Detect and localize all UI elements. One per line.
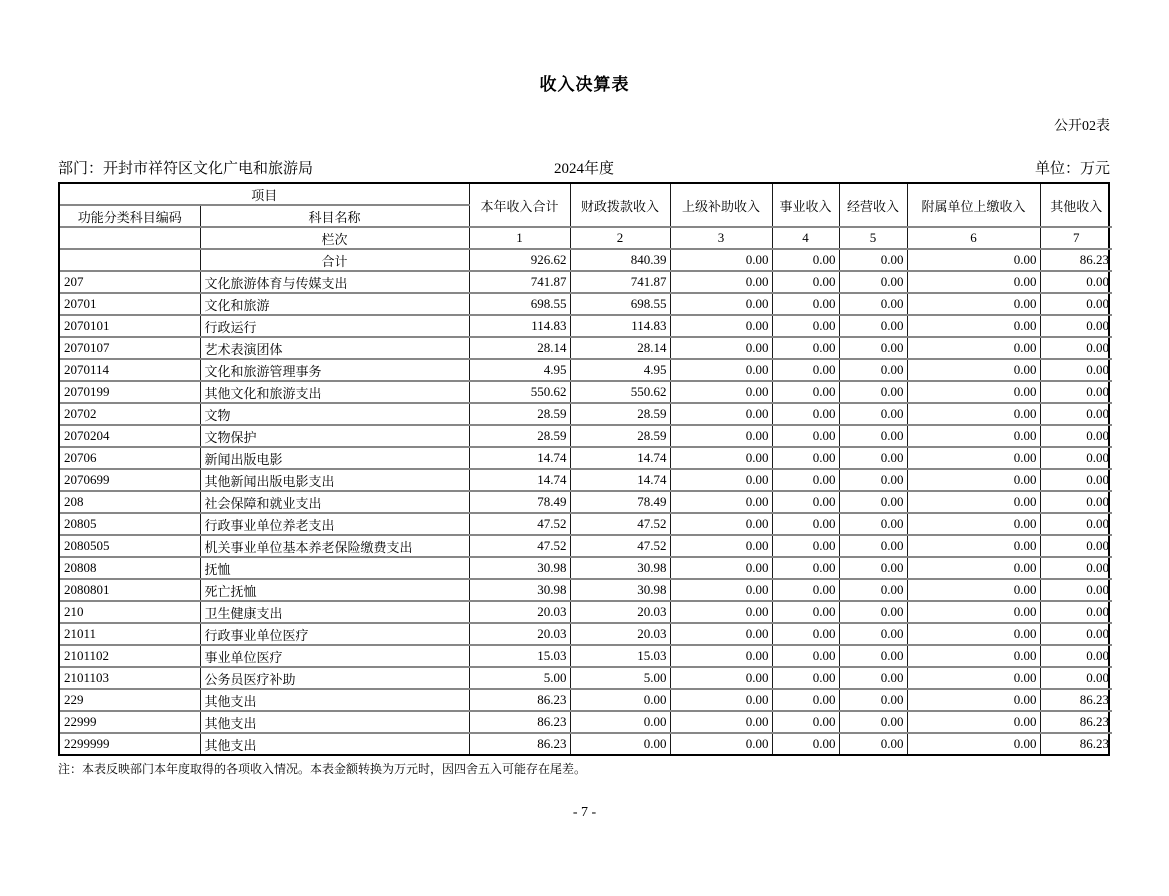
table-row [60, 337, 1112, 359]
subject-name-cell: 死亡抚恤 [200, 579, 469, 601]
value-cell: 15.03 [469, 645, 570, 667]
value-cell: 0.00 [670, 645, 772, 667]
value-cell: 28.59 [469, 425, 570, 447]
code-cell: 20702 [60, 403, 200, 425]
subject-name-cell: 行政事业单位医疗 [200, 623, 469, 645]
value-cell: 0.00 [907, 469, 1040, 491]
value-cell: 86.23 [469, 711, 570, 733]
value-cell: 28.14 [570, 337, 670, 359]
lanci-number: 6 [907, 227, 1040, 249]
table-row [60, 315, 1112, 337]
value-cell: 0.00 [839, 337, 907, 359]
table-row [60, 249, 1112, 271]
subject-name-cell: 文物 [200, 403, 469, 425]
value-cell: 0.00 [772, 381, 839, 403]
code-cell: 210 [60, 601, 200, 623]
value-cell: 0.00 [839, 381, 907, 403]
code-cell: 2070107 [60, 337, 200, 359]
code-cell: 21011 [60, 623, 200, 645]
value-cell: 4.95 [469, 359, 570, 381]
value-cell: 20.03 [469, 601, 570, 623]
code-cell [60, 249, 200, 271]
value-cell: 0.00 [1040, 535, 1112, 557]
value-cell: 86.23 [1040, 689, 1112, 711]
value-cell: 0.00 [839, 249, 907, 271]
value-cell: 0.00 [670, 469, 772, 491]
value-cell: 0.00 [772, 403, 839, 425]
value-cell: 0.00 [1040, 359, 1112, 381]
value-cell: 0.00 [1040, 447, 1112, 469]
code-cell: 2080801 [60, 579, 200, 601]
code-cell: 208 [60, 491, 200, 513]
income-table-frame [58, 182, 1110, 756]
code-cell: 20701 [60, 293, 200, 315]
code-cell: 2299999 [60, 733, 200, 754]
value-cell: 0.00 [772, 359, 839, 381]
code-cell: 2070204 [60, 425, 200, 447]
header-row-project [60, 184, 1112, 205]
value-cell: 0.00 [907, 689, 1040, 711]
value-cell: 0.00 [772, 645, 839, 667]
value-cell: 0.00 [670, 315, 772, 337]
value-cell: 0.00 [772, 667, 839, 689]
table-row [60, 381, 1112, 403]
value-cell: 30.98 [469, 579, 570, 601]
value-cell: 5.00 [570, 667, 670, 689]
value-cell: 0.00 [839, 557, 907, 579]
value-cell: 0.00 [839, 535, 907, 557]
value-cell: 0.00 [839, 645, 907, 667]
subject-name-cell: 文化和旅游管理事务 [200, 359, 469, 381]
value-cell: 78.49 [570, 491, 670, 513]
value-cell: 0.00 [907, 513, 1040, 535]
subject-name-cell: 合计 [200, 249, 469, 271]
lanci-number: 5 [839, 227, 907, 249]
header-project-group: 项目 [60, 184, 469, 205]
header-col-other-income: 其他收入 [1040, 184, 1112, 227]
report-sheet [58, 115, 1110, 777]
value-cell: 0.00 [1040, 557, 1112, 579]
value-cell: 14.74 [570, 447, 670, 469]
value-cell: 550.62 [570, 381, 670, 403]
value-cell: 0.00 [1040, 315, 1112, 337]
subject-name-cell: 新闻出版电影 [200, 447, 469, 469]
value-cell: 0.00 [839, 513, 907, 535]
value-cell: 86.23 [1040, 249, 1112, 271]
table-row [60, 711, 1112, 733]
value-cell: 0.00 [670, 249, 772, 271]
code-cell: 2101103 [60, 667, 200, 689]
value-cell: 698.55 [570, 293, 670, 315]
subject-name-cell: 行政事业单位养老支出 [200, 513, 469, 535]
value-cell: 0.00 [670, 733, 772, 754]
table-row [60, 293, 1112, 315]
table-row [60, 425, 1112, 447]
subject-name-cell: 其他文化和旅游支出 [200, 381, 469, 403]
value-cell: 114.83 [570, 315, 670, 337]
lanci-number: 2 [570, 227, 670, 249]
subject-name-cell: 其他新闻出版电影支出 [200, 469, 469, 491]
code-cell: 20706 [60, 447, 200, 469]
table-row [60, 645, 1112, 667]
value-cell: 28.14 [469, 337, 570, 359]
value-cell: 0.00 [839, 579, 907, 601]
value-cell: 0.00 [1040, 491, 1112, 513]
value-cell: 0.00 [907, 557, 1040, 579]
value-cell: 0.00 [772, 535, 839, 557]
table-row [60, 447, 1112, 469]
value-cell: 0.00 [839, 667, 907, 689]
value-cell: 0.00 [670, 601, 772, 623]
value-cell: 86.23 [469, 689, 570, 711]
value-cell: 114.83 [469, 315, 570, 337]
value-cell: 0.00 [907, 271, 1040, 293]
value-cell: 0.00 [907, 491, 1040, 513]
lanci-label: 栏次 [200, 227, 469, 249]
value-cell: 0.00 [670, 403, 772, 425]
code-cell: 2101102 [60, 645, 200, 667]
value-cell: 550.62 [469, 381, 570, 403]
table-code: 公开02表 [1054, 119, 1110, 134]
header-col-superior-subsidy: 上级补助收入 [670, 184, 772, 227]
value-cell: 0.00 [1040, 645, 1112, 667]
value-cell: 0.00 [907, 337, 1040, 359]
value-cell: 0.00 [772, 689, 839, 711]
value-cell: 0.00 [570, 733, 670, 754]
value-cell: 20.03 [570, 623, 670, 645]
value-cell: 0.00 [670, 557, 772, 579]
value-cell: 0.00 [772, 293, 839, 315]
subject-name-cell: 文化和旅游 [200, 293, 469, 315]
value-cell: 0.00 [772, 425, 839, 447]
value-cell: 0.00 [772, 711, 839, 733]
value-cell: 0.00 [670, 711, 772, 733]
value-cell: 0.00 [1040, 293, 1112, 315]
code-cell: 2070101 [60, 315, 200, 337]
value-cell: 0.00 [772, 469, 839, 491]
value-cell: 0.00 [839, 469, 907, 491]
value-cell: 0.00 [907, 535, 1040, 557]
value-cell: 0.00 [907, 315, 1040, 337]
value-cell: 0.00 [772, 601, 839, 623]
value-cell: 4.95 [570, 359, 670, 381]
value-cell: 0.00 [670, 337, 772, 359]
value-cell: 0.00 [839, 689, 907, 711]
value-cell: 86.23 [469, 733, 570, 754]
value-cell: 0.00 [907, 579, 1040, 601]
value-cell: 0.00 [839, 447, 907, 469]
value-cell: 47.52 [469, 535, 570, 557]
value-cell: 0.00 [907, 249, 1040, 271]
value-cell: 0.00 [907, 359, 1040, 381]
value-cell: 0.00 [670, 425, 772, 447]
income-table [60, 184, 1112, 754]
subject-name-cell: 抚恤 [200, 557, 469, 579]
value-cell: 0.00 [772, 623, 839, 645]
value-cell: 28.59 [469, 403, 570, 425]
value-cell: 0.00 [570, 689, 670, 711]
subject-name-cell: 社会保障和就业支出 [200, 491, 469, 513]
value-cell: 0.00 [670, 491, 772, 513]
subject-name-cell: 其他支出 [200, 711, 469, 733]
value-cell: 0.00 [907, 623, 1040, 645]
value-cell: 0.00 [670, 293, 772, 315]
value-cell: 0.00 [839, 491, 907, 513]
value-cell: 0.00 [772, 491, 839, 513]
value-cell: 30.98 [469, 557, 570, 579]
value-cell: 0.00 [907, 645, 1040, 667]
value-cell: 0.00 [1040, 601, 1112, 623]
lanci-number: 3 [670, 227, 772, 249]
value-cell: 14.74 [570, 469, 670, 491]
value-cell: 0.00 [772, 337, 839, 359]
header-row-lanci [60, 227, 1112, 249]
value-cell: 0.00 [839, 425, 907, 447]
value-cell: 20.03 [570, 601, 670, 623]
value-cell: 0.00 [772, 447, 839, 469]
value-cell: 86.23 [1040, 711, 1112, 733]
subject-name-cell: 文化旅游体育与传媒支出 [200, 271, 469, 293]
value-cell: 0.00 [772, 733, 839, 754]
value-cell: 0.00 [1040, 403, 1112, 425]
table-row [60, 491, 1112, 513]
value-cell: 0.00 [907, 711, 1040, 733]
table-note: 注：本表反映部门本年度取得的各项收入情况。本表金额转换为万元时，因四舍五入可能存在尾差。 [58, 762, 587, 776]
value-cell: 0.00 [772, 249, 839, 271]
value-cell: 926.62 [469, 249, 570, 271]
value-cell: 0.00 [839, 271, 907, 293]
code-cell: 22999 [60, 711, 200, 733]
value-cell: 698.55 [469, 293, 570, 315]
header-code-col: 功能分类科目编码 [60, 205, 200, 227]
table-row [60, 513, 1112, 535]
value-cell: 0.00 [907, 667, 1040, 689]
value-cell: 0.00 [907, 403, 1040, 425]
value-cell: 0.00 [670, 513, 772, 535]
value-cell: 0.00 [772, 513, 839, 535]
income-table-body [60, 249, 1112, 754]
value-cell: 5.00 [469, 667, 570, 689]
value-cell: 0.00 [839, 293, 907, 315]
code-cell: 2070699 [60, 469, 200, 491]
table-row [60, 667, 1112, 689]
code-cell: 207 [60, 271, 200, 293]
value-cell: 0.00 [907, 381, 1040, 403]
value-cell: 0.00 [670, 381, 772, 403]
value-cell: 0.00 [1040, 623, 1112, 645]
subject-name-cell: 行政运行 [200, 315, 469, 337]
value-cell: 0.00 [839, 711, 907, 733]
value-cell: 78.49 [469, 491, 570, 513]
value-cell: 47.52 [570, 535, 670, 557]
value-cell: 0.00 [1040, 337, 1112, 359]
value-cell: 0.00 [907, 447, 1040, 469]
value-cell: 0.00 [670, 579, 772, 601]
value-cell: 0.00 [1040, 425, 1112, 447]
table-row [60, 579, 1112, 601]
table-row [60, 403, 1112, 425]
lanci-number: 1 [469, 227, 570, 249]
fiscal-year-label: 2024年度 [553, 161, 614, 177]
value-cell: 0.00 [570, 711, 670, 733]
subject-name-cell: 其他支出 [200, 689, 469, 711]
value-cell: 0.00 [1040, 469, 1112, 491]
value-cell: 20.03 [469, 623, 570, 645]
value-cell: 0.00 [907, 425, 1040, 447]
value-cell: 0.00 [1040, 579, 1112, 601]
unit-label: 单位：万元 [1034, 161, 1110, 177]
code-cell: 2080505 [60, 535, 200, 557]
subject-name-cell: 艺术表演团体 [200, 337, 469, 359]
value-cell: 840.39 [570, 249, 670, 271]
value-cell: 0.00 [670, 689, 772, 711]
value-cell: 0.00 [670, 623, 772, 645]
table-row [60, 469, 1112, 491]
value-cell: 0.00 [907, 601, 1040, 623]
lanci-number: 7 [1040, 227, 1112, 249]
subject-name-cell: 卫生健康支出 [200, 601, 469, 623]
code-cell: 2070114 [60, 359, 200, 381]
value-cell: 0.00 [670, 271, 772, 293]
header-col-affiliated-remittance: 附属单位上缴收入 [907, 184, 1040, 227]
value-cell: 0.00 [670, 447, 772, 469]
value-cell: 30.98 [570, 557, 670, 579]
code-cell: 2070199 [60, 381, 200, 403]
value-cell: 0.00 [670, 359, 772, 381]
table-row [60, 689, 1112, 711]
table-row [60, 733, 1112, 754]
header-col-fiscal-appropriation: 财政拨款收入 [570, 184, 670, 227]
value-cell: 0.00 [1040, 513, 1112, 535]
value-cell: 0.00 [839, 403, 907, 425]
page-title: 收入决算表 [539, 75, 630, 94]
value-cell: 0.00 [839, 359, 907, 381]
code-cell: 20805 [60, 513, 200, 535]
value-cell: 0.00 [670, 667, 772, 689]
value-cell: 28.59 [570, 403, 670, 425]
subject-name-cell: 事业单位医疗 [200, 645, 469, 667]
value-cell: 30.98 [570, 579, 670, 601]
table-row [60, 557, 1112, 579]
value-cell: 0.00 [907, 733, 1040, 754]
table-row [60, 271, 1112, 293]
department-label: 部门：开封市祥符区文化广电和旅游局 [58, 161, 314, 177]
value-cell: 28.59 [570, 425, 670, 447]
lanci-number: 4 [772, 227, 839, 249]
value-cell: 47.52 [469, 513, 570, 535]
table-meta-row [58, 157, 1110, 178]
value-cell: 0.00 [772, 271, 839, 293]
value-cell: 0.00 [839, 315, 907, 337]
header-col-business-income: 事业收入 [772, 184, 839, 227]
value-cell: 0.00 [1040, 381, 1112, 403]
value-cell: 0.00 [1040, 667, 1112, 689]
code-cell: 20808 [60, 557, 200, 579]
subject-name-cell: 文物保护 [200, 425, 469, 447]
value-cell: 86.23 [1040, 733, 1112, 754]
table-row [60, 359, 1112, 381]
code-cell: 229 [60, 689, 200, 711]
value-cell: 0.00 [772, 315, 839, 337]
value-cell: 47.52 [570, 513, 670, 535]
value-cell: 741.87 [469, 271, 570, 293]
subject-name-cell: 其他支出 [200, 733, 469, 754]
value-cell: 15.03 [570, 645, 670, 667]
subject-name-cell: 公务员医疗补助 [200, 667, 469, 689]
value-cell: 0.00 [772, 557, 839, 579]
value-cell: 0.00 [772, 579, 839, 601]
value-cell: 0.00 [839, 623, 907, 645]
value-cell: 0.00 [1040, 271, 1112, 293]
header-col-total-income: 本年收入合计 [469, 184, 570, 227]
value-cell: 0.00 [839, 601, 907, 623]
value-cell: 0.00 [670, 535, 772, 557]
value-cell: 0.00 [839, 733, 907, 754]
value-cell: 14.74 [469, 447, 570, 469]
header-col-operating-income: 经营收入 [839, 184, 907, 227]
header-name-col: 科目名称 [200, 205, 469, 227]
subject-name-cell: 机关事业单位基本养老保险缴费支出 [200, 535, 469, 557]
lanci-empty-cell [60, 227, 200, 249]
table-row [60, 623, 1112, 645]
value-cell: 14.74 [469, 469, 570, 491]
table-row [60, 601, 1112, 623]
page-number: - 7 - [572, 805, 597, 820]
value-cell: 741.87 [570, 271, 670, 293]
value-cell: 0.00 [907, 293, 1040, 315]
table-row [60, 535, 1112, 557]
